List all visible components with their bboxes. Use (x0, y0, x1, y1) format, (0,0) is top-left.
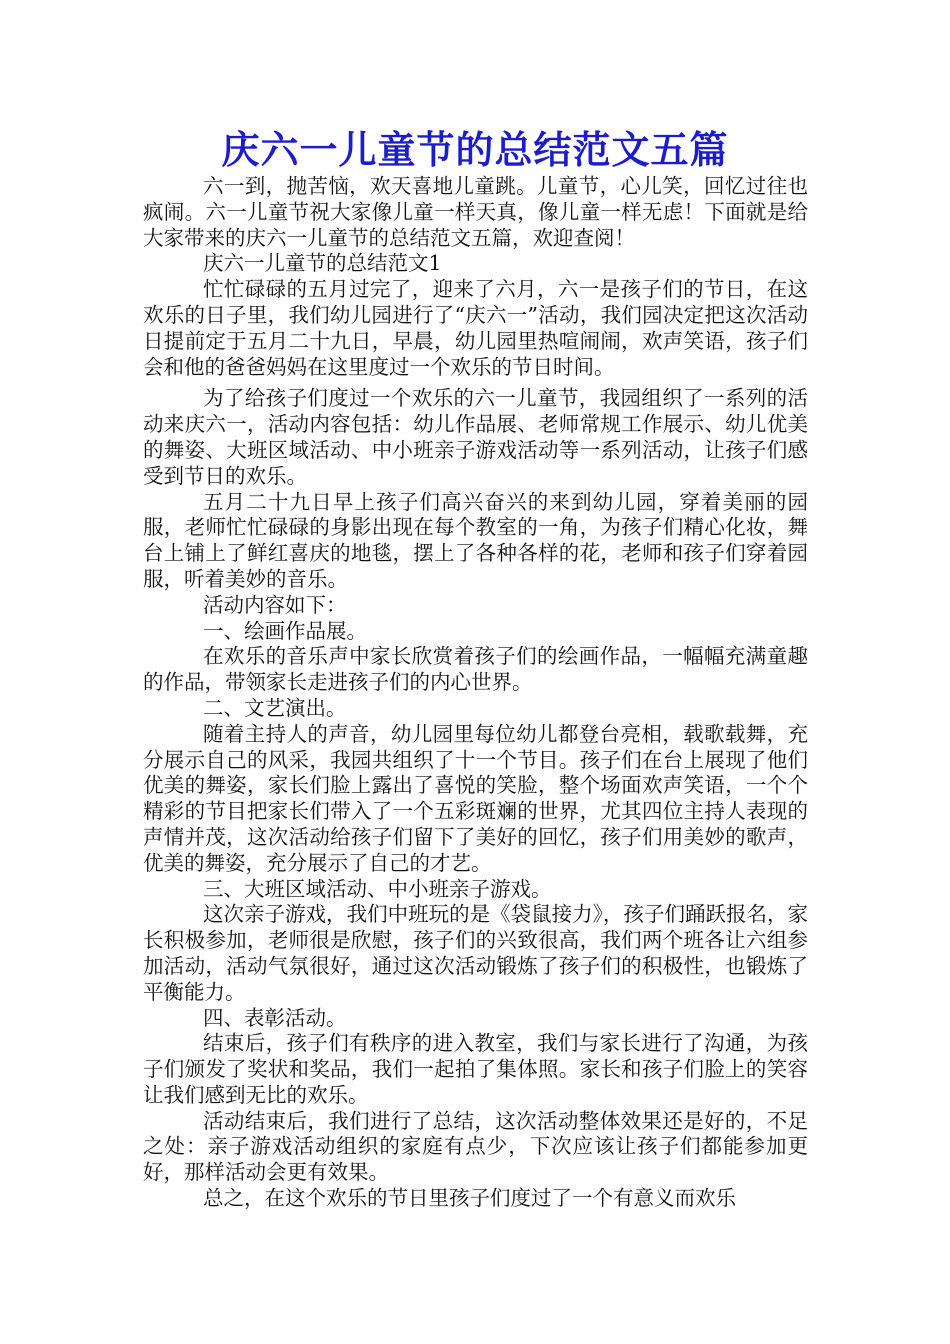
document-title: 庆六一儿童节的总结范文五篇 (221, 127, 729, 172)
subsection-heading: 二、文艺演出。 (203, 695, 347, 720)
body-paragraph: 活动内容如下： (203, 592, 347, 617)
body-paragraph: 忙忙碌碌的五月过完了，迎来了六月，六一是孩子们的节日，在这欢乐的日子里，我们幼儿园进行了“庆六一”活动，我们园决定把这次活动日提前定于五月二十九日，早晨，幼儿园里热喧闹闹，欢声笑语，孩子们会和他的爸爸妈妈在这里度过一个欢乐的节日时间。 (143, 277, 808, 379)
subsection-heading: 四、表彰活动。 (203, 1005, 347, 1030)
body-paragraph: 五月二十九日早上孩子们高兴奋兴的来到幼儿园，穿着美丽的园服，老师忙忙碌碌的身影出现在每个教室的一角，为孩子们精心化妆，舞台上铺上了鲜红喜庆的地毯，摆上了各种各样的花，老师和孩子们穿着园服，听着美妙的音乐。 (143, 489, 808, 591)
body-paragraph: 总之，在这个欢乐的节日里孩子们度过了一个有意义而欢乐 (203, 1186, 736, 1211)
subsection-heading: 一、绘画作品展。 (203, 618, 367, 643)
body-paragraph: 随着主持人的声音，幼儿园里每位幼儿都登台亮相，载歌载舞，充分展示自己的风采，我园共组织了十一个节目。孩子们在台上展现了他们优美的舞姿，家长们脸上露出了喜悦的笑脸，整个场面欢声笑语，一个个精彩的节目把家长们带入了一个五彩斑斓的世界，尤其四位主持人表现的声情并茂，这次活动给孩子们留下了美好的回忆，孩子们用美妙的歌声，优美的舞姿，充分展示了自己的才艺。 (143, 721, 808, 875)
body-paragraph: 在欢乐的音乐声中家长欣赏着孩子们的绘画作品，一幅幅充满童趣的作品，带领家长走进孩子们的内心世界。 (143, 644, 808, 695)
subsection-heading: 三、大班区域活动、中小班亲子游戏。 (203, 876, 552, 901)
section-heading: 庆六一儿童节的总结范文1 (203, 251, 442, 276)
document-body (143, 174, 808, 1212)
body-paragraph: 结束后，孩子们有秩序的进入教室，我们与家长进行了沟通，为孩子们颁发了奖状和奖品，我们一起拍了集体照。家长和孩子们脸上的笑容让我们感到无比的欢乐。 (143, 1031, 808, 1107)
intro-paragraph: 六一到，抛苦恼，欢天喜地儿童跳。儿童节，心儿笑，回忆过往也疯闹。六一儿童节祝大家像儿童一样天真，像儿童一样无虑！下面就是给大家带来的庆六一儿童节的总结范文五篇，欢迎查阅！ (143, 174, 808, 250)
body-paragraph: 活动结束后，我们进行了总结，这次活动整体效果还是好的，不足之处：亲子游戏活动组织的家庭有点少，下次应该让孩子们都能参加更好，那样活动会更有效果。 (143, 1108, 808, 1185)
body-paragraph: 这次亲子游戏，我们中班玩的是《袋鼠接力》，孩子们踊跃报名，家长积极参加，老师很是欣慰，孩子们的兴致很高，我们两个班各让六组参加活动，活动气氛很好，通过这次活动锻炼了孩子们的积极性，也锻炼了平衡能力。 (143, 902, 808, 1004)
body-paragraph: 为了给孩子们度过一个欢乐的六一儿童节，我园组织了一系列的活动来庆六一，活动内容包括：幼儿作品展、老师常规工作展示、幼儿优美的舞姿、大班区域活动、中小班亲子游戏活动等一系列活动，让孩子们感受到节日的欢乐。 (143, 386, 808, 488)
